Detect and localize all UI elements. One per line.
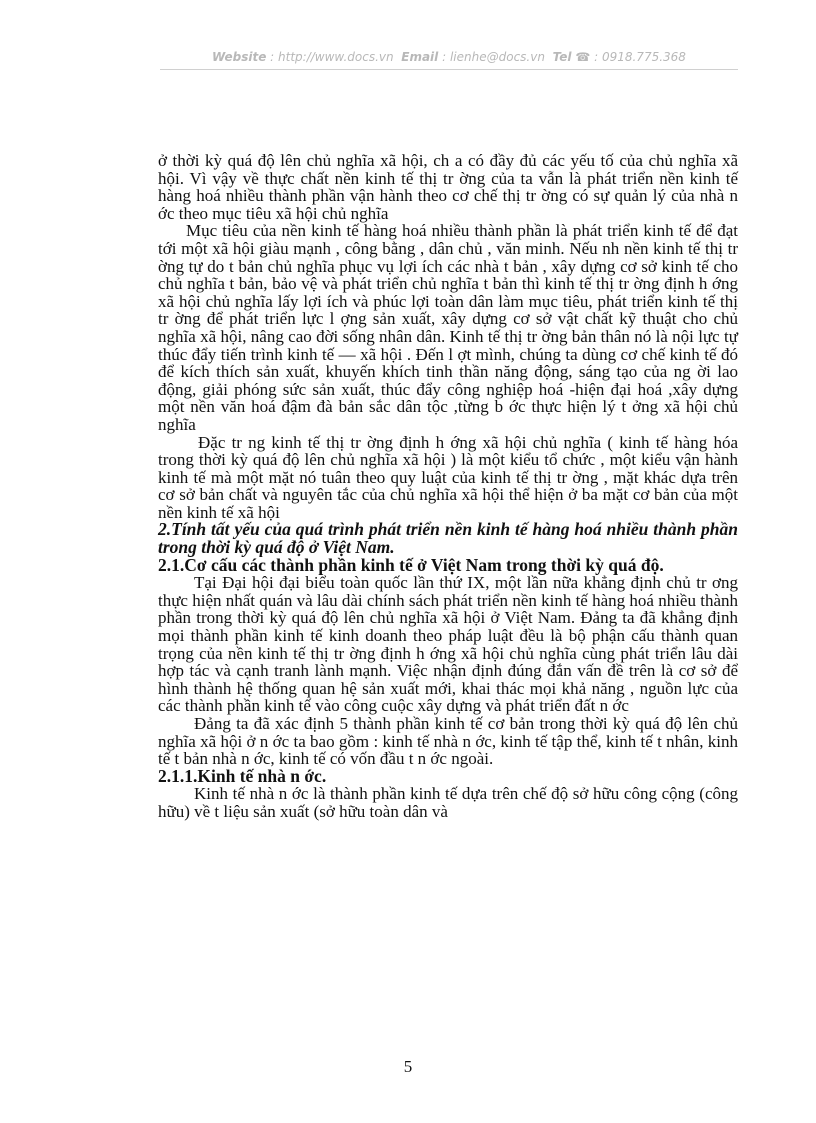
website-value: : http://www.docs.vn	[270, 50, 394, 64]
page-number: 5	[403, 1057, 413, 1076]
email-label: Email	[401, 50, 439, 64]
paragraph-5: Đảng ta đã xác định 5 thành phần kinh tế cơ bản trong thời kỳ quá độ lên chủ nghĩa xã hội ở n ớc ta bao gồm : kinh tế nhà n ớc, kinh tế tập thể, kinh tế t nhân, kinh tế t bản nhà n ớc, kinh tế có vốn đầu t n ớc ngoài.	[158, 714, 738, 769]
tel-value: : 0918.775.368	[594, 50, 686, 64]
header-divider	[160, 69, 738, 70]
website-label: Website	[212, 50, 267, 64]
tel-label: Tel	[552, 50, 572, 64]
section-heading-2-1-1: 2.1.1.Kinh tế nhà n ớc.	[158, 765, 327, 786]
paragraph-6: Kinh tế nhà n ớc là thành phần kinh tế dựa trên chế độ sở hữu công cộng (công hữu) về t liệu sản xuất (sở hữu toàn dân và	[158, 784, 738, 821]
email-value: : lienhe@docs.vn	[442, 50, 545, 64]
section-heading-2-1: 2.1.Cơ cấu các thành phần kinh tế ở Việt Nam trong thời kỳ quá độ.	[158, 554, 664, 575]
paragraph-1: ở thời kỳ quá độ lên chủ nghĩa xã hội, ch a có đầy đủ các yếu tố của chủ nghĩa xã hội. Vì vậy về thực chất nền kinh tế thị tr ờng của ta vẫn là phát triển nền kinh tế hàng hoá nhiều thành phần vận hành theo cơ chế thị tr ờng có sự quản lý của nhà n ớc theo mục tiêu xã hội chủ nghĩa	[158, 151, 738, 223]
section-heading-2: 2.Tính tất yếu của quá trình phát triển nền kinh tế hàng hoá nhiều thành phần trong thời kỳ quá độ ở Việt Nam.	[158, 519, 738, 558]
document-body	[158, 152, 738, 821]
page-header	[212, 50, 686, 64]
paragraph-2: Mục tiêu của nền kinh tế hàng hoá nhiều thành phần là phát triển kinh tế để đạt tới một xã hội giàu mạnh , công bằng , dân chủ , văn minh. Nếu nh nền kinh tế thị tr ờng tự do t bản chủ nghĩa phục vụ lợi ích các nhà t bản , xây dựng cơ sở kinh tế cho chủ nghĩa t bản, bảo vệ và phát triển chủ nghĩa t bản thì kinh tế thị tr ờng định h ớng xã hội chủ nghĩa lấy lợi ích và phúc lợi toàn dân làm mục tiêu, phát triển kinh tế thị tr ờng để phát triển lực l ợng sản xuất, xây dựng cơ sở vật chất kỹ thuật cho chủ nghĩa xã hội, nâng cao đời sống nhân dân. Kinh tế thị tr ờng bản thân nó là nội lực tự thúc đẩy tiến trình kinh tế — xã hội . Đến l ợt mình, chúng ta dùng cơ chế kinh tế đó để kích thích sản xuất, khuyến khích tinh thần năng động, sáng tạo của ng ời lao động, giải phóng sức sản xuất, thúc đẩy công nghiệp hoá -hiện đại hoá ,xây dựng một nền văn hoá đậm đà bản sắc dân tộc ,từng b ớc thực hiện lý t ởng xã hội chủ nghĩa	[158, 221, 738, 434]
paragraph-4: Tại Đại hội đại biểu toàn quốc lần thứ IX, một lần nữa khẳng định chủ tr ơng thực hiện nhất quán và lâu dài chính sách phát triển nền kinh tế hàng hoá nhiều thành phần trong thời kỳ quá độ lên chủ nghĩa xã hội ở Việt Nam. Đảng ta đã khẳng định mọi thành phần kinh tế kinh doanh theo pháp luật đều là bộ phận cấu thành quan trọng của nền kinh tế thị tr ờng định h ớng xã hội chủ nghĩa cùng phát triển lâu dài hợp tác và cạnh tranh lành mạnh. Việc nhận định đúng đắn vấn đề trên là cơ sở để hình thành hệ thống quan hệ sản xuất mới, khai thác mọi khả năng , nguồn lực của các thành phần kinh tế vào công cuộc xây dựng và phát triển đất n ớc	[158, 573, 738, 716]
phone-icon: ☎	[575, 50, 591, 64]
paragraph-3: Đặc tr ng kinh tế thị tr ờng định h ớng xã hội chủ nghĩa ( kinh tế hàng hóa trong thời kỳ quá độ lên chủ nghĩa xã hội ) là một kiểu tổ chức , một kiểu vận hành kinh tế mà một mặt nó tuân theo quy luật của kinh tế thị tr ờng , mặt khác dựa trên cơ sở bản chất và nguyên tắc của chủ nghĩa xã hội thể hiện ở ba mặt cơ bản của một nền kinh tế xã hội	[158, 432, 738, 522]
